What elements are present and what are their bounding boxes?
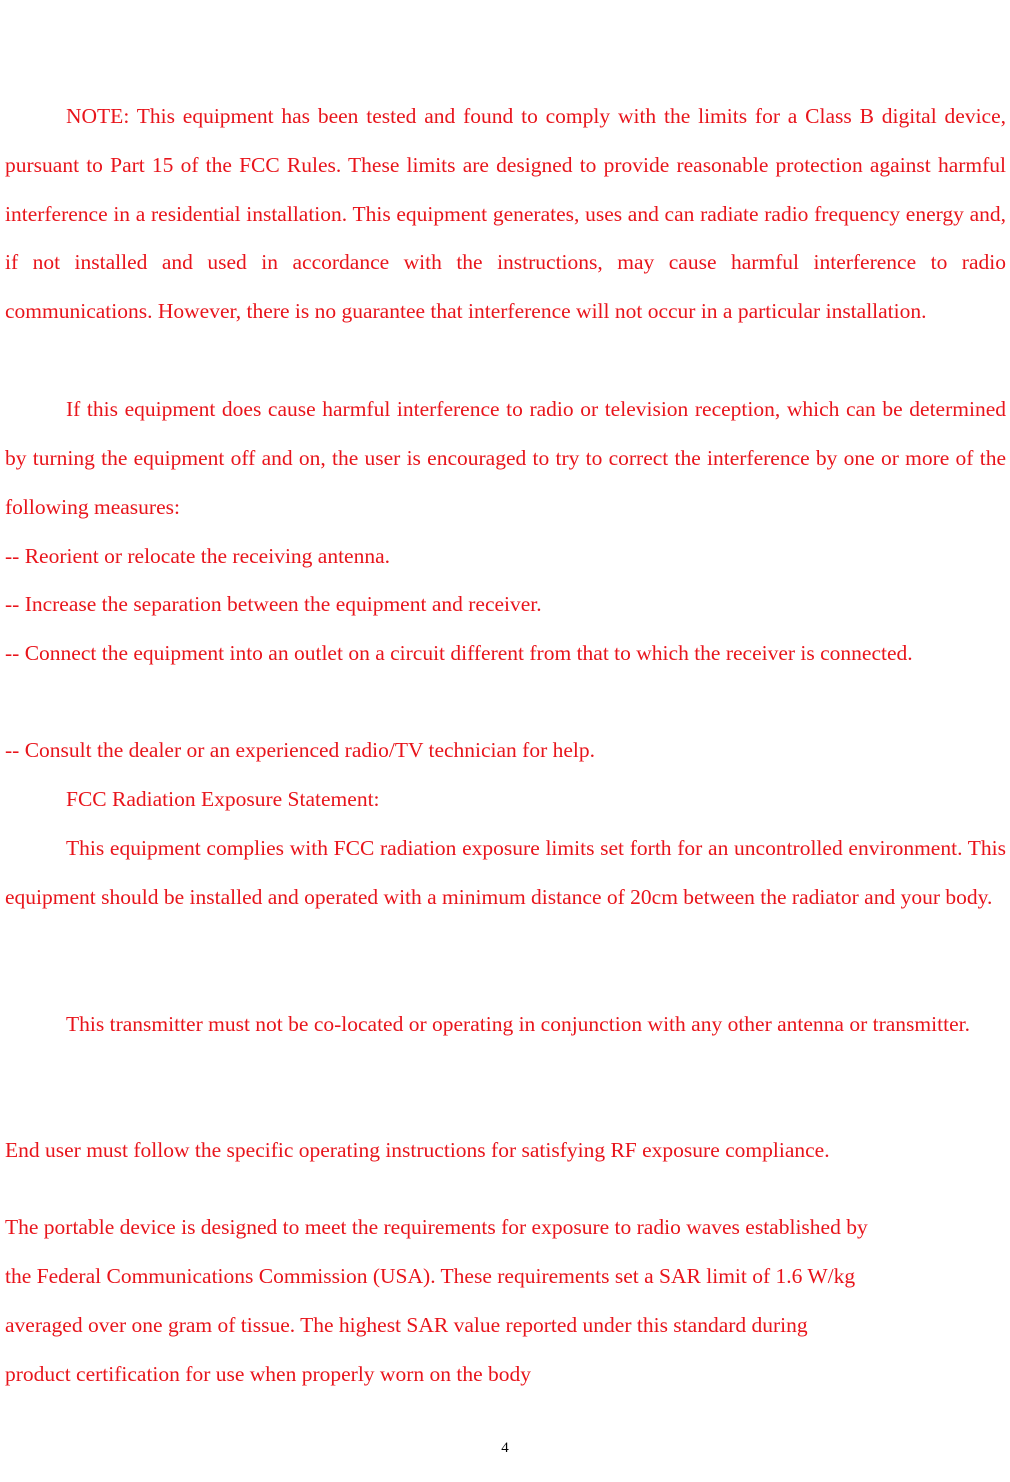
rf-exposure-statement: This equipment complies with FCC radiation exposure limits set forth for an uncontrolled environment. This equipment should be installed and operated with a minimum distance of 20cm between the radiator and your body. <box>5 836 1006 909</box>
sar-line-3: averaged over one gram of tissue. The highest SAR value reported under this standard during <box>5 1313 808 1337</box>
page-number: 4 <box>501 1440 509 1456</box>
interference-paragraph: If this equipment does cause harmful interference to radio or television reception, which can be determined by turning the equipment off and on, the user is encouraged to try to correct the interference by one or more of the following measures: <box>5 397 1006 519</box>
note-paragraph: NOTE: This equipment has been tested and found to comply with the limits for a Class B digital device, pursuant to Part 15 of the FCC Rules. These limits are designed to provide reasonable protection against harmful interference in a residential installation. This equipment generates, uses and can radiate radio frequency energy and, if not installed and used in accordance with the instructions, may cause harmful interference to radio communications. However, there is no guarantee that interference will not occur in a particular installation. <box>5 104 1006 324</box>
measure-item-reorient: -- Reorient or relocate the receiving antenna. <box>5 544 391 568</box>
sar-line-1: The portable device is designed to meet the requirements for exposure to radio waves established by <box>5 1215 868 1239</box>
end-user-paragraph: End user must follow the specific operating instructions for satisfying RF exposure compliance. <box>5 1138 830 1162</box>
measure-item-outlet: -- Connect the equipment into an outlet on a circuit different from that to which the receiver is connected. <box>5 641 913 665</box>
colocation-paragraph: This transmitter must not be co-located or operating in conjunction with any other antenna or transmitter. <box>66 1012 970 1036</box>
sar-line-4: product certification for use when properly worn on the body <box>5 1362 531 1386</box>
measure-item-consult: -- Consult the dealer or an experienced radio/TV technician for help. <box>5 738 596 762</box>
rf-exposure-heading: FCC Radiation Exposure Statement: <box>66 787 380 811</box>
sar-line-2: the Federal Communications Commission (USA). These requirements set a SAR limit of 1.6 W/kg <box>5 1264 856 1288</box>
measure-item-separation: -- Increase the separation between the equipment and receiver. <box>5 592 542 616</box>
